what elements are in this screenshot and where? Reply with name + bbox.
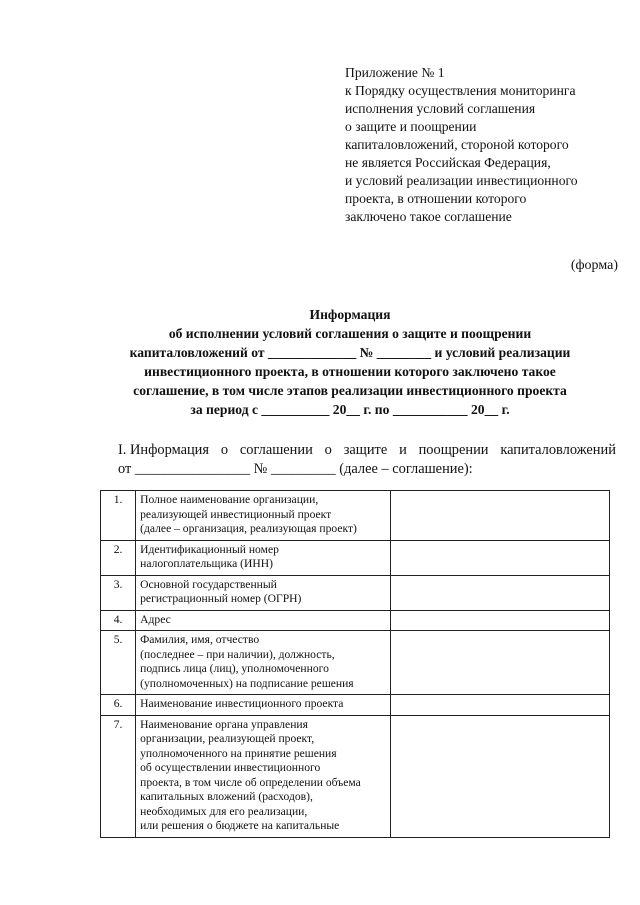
row-label [136,491,391,541]
row-label-line: уполномоченного на принятие решения [140,746,337,760]
section-1-word: о [324,442,332,458]
form-label: (форма) [570,258,618,273]
table-row [101,610,610,631]
section-1-line-2: от ________________ № _________ (далее – соглашение): [118,461,473,477]
heading-line: об исполнении условий соглашения о защите и поощрении [168,326,532,341]
row-value-cell[interactable] [391,695,610,716]
row-label-line: (последнее – при наличии), должность, [140,647,335,661]
row-value-cell[interactable] [391,610,610,631]
info-table [100,490,610,838]
row-label [136,575,391,610]
section-1-word: I. Информация [118,442,209,458]
row-value-cell[interactable] [391,491,610,541]
row-label-line: Наименование органа управления [140,717,308,731]
row-label [136,715,391,837]
row-label-line: или решения о бюджете на капитальные [140,819,340,832]
row-label-line: Адрес [140,612,171,626]
section-1-word: и [399,442,407,458]
row-number: 5. [101,631,136,695]
annex-line: и условий реализации инвестиционного [345,173,578,188]
row-label [136,610,391,631]
table-row [101,575,610,610]
row-number: 4. [101,610,136,631]
row-label [136,695,391,716]
row-value-cell[interactable] [391,540,610,575]
heading-title: Информация [309,307,391,322]
annex-line: к Порядку осуществления мониторинга [345,83,576,98]
row-value-cell[interactable] [391,575,610,610]
row-number: 6. [101,695,136,716]
annex-line: не является Российская Федерация, [345,155,551,170]
row-label-line: регистрационный номер (ОГРН) [140,592,302,605]
row-label-line: проекта, в том числе об определении объема [140,775,361,789]
heading-line: за период с __________ 20__ г. по ___________ 20__ г. [190,402,510,417]
row-label-line: Идентификационный номер [140,542,279,556]
row-label-line: Основной государственный [140,577,277,591]
row-label-line: реализующей инвестиционный проект [140,507,332,521]
table-row [101,631,610,695]
row-number: 1. [101,491,136,541]
row-label [136,540,391,575]
section-1-word: поощрении [418,442,489,458]
table-row [101,695,610,716]
row-label-line: капитальных вложений (расходов), [140,790,313,803]
row-value-cell[interactable] [391,631,610,695]
section-1-word: капиталовложений [500,442,616,458]
annex-line: проекта, в отношении которого [345,191,527,206]
row-label-line: Полное наименование организации, [140,493,319,506]
document-heading [100,305,600,419]
table-row [101,715,610,837]
table-row [101,491,610,541]
row-label-line: (далее – организация, реализующая проект) [140,522,357,535]
annex-line: исполнения условий соглашения [345,101,536,116]
row-label-line: Наименование инвестиционного проекта [140,697,344,710]
annex-title: Приложение № 1 [345,65,445,80]
row-number: 7. [101,715,136,837]
row-label-line: об осуществлении инвестиционного [140,761,321,774]
annex-line: о защите и поощрении [345,119,477,134]
row-number: 3. [101,575,136,610]
section-1-word: соглашении [239,442,313,458]
table-row [101,540,610,575]
annex-line: заключено такое соглашение [345,209,512,224]
section-1-line-1 [118,441,616,460]
row-number: 2. [101,540,136,575]
row-label-line: необходимых для его реализации, [140,804,308,818]
annex-header [345,64,635,226]
heading-line: капиталовложений от _____________ № ________ и условий реализации [129,345,571,360]
row-label-line: подпись лица (лиц), уполномоченного [140,662,329,675]
row-label-line: Фамилия, имя, отчество [140,633,260,646]
section-1-intro [118,441,616,479]
row-label-line: организации, реализующей проект, [140,732,315,745]
section-1-word: защите [343,442,388,458]
row-label [136,631,391,695]
row-label-line: (уполномоченных) на подписание решения [140,676,354,690]
row-value-cell[interactable] [391,715,610,837]
annex-line: капиталовложений, стороной которого [345,137,569,152]
section-1-word: о [220,442,229,458]
row-label-line: налогоплательщика (ИНН) [140,557,274,570]
heading-line: соглашение, в том числе этапов реализации инвестиционного проекта [133,383,567,398]
heading-line: инвестиционного проекта, в отношении которого заключено такое [144,364,556,379]
